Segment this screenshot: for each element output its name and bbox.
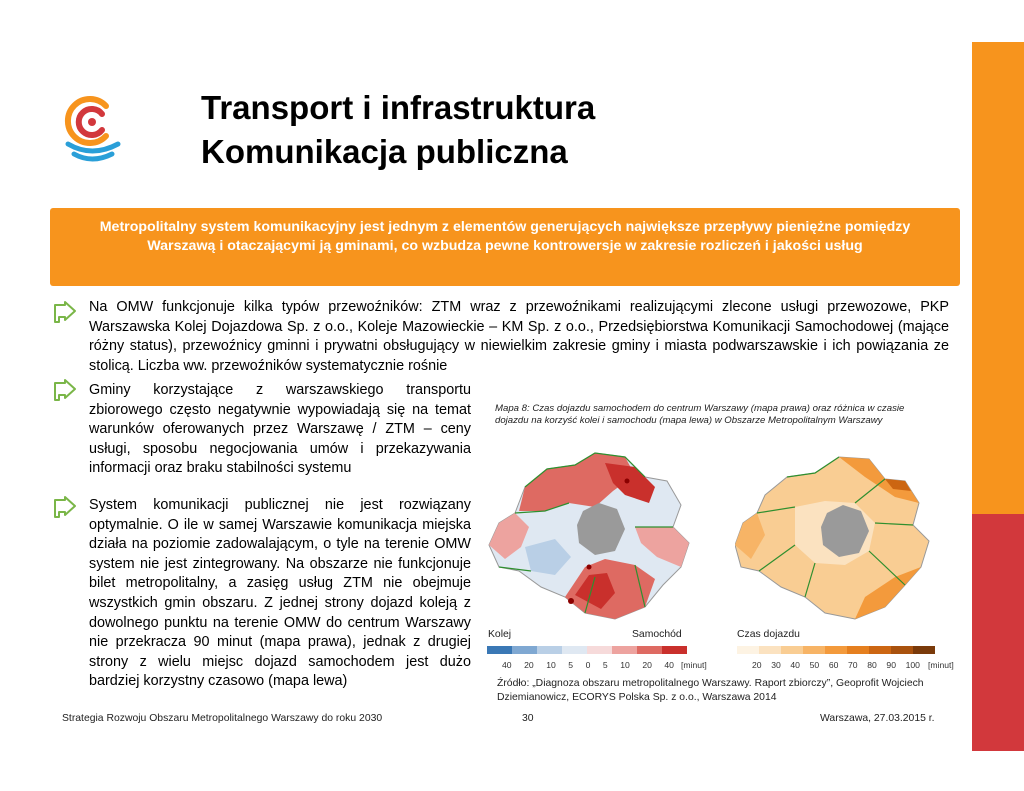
legend-tick: 90 <box>886 660 896 670</box>
legend-swatch <box>512 646 537 654</box>
legend-swatch <box>891 646 913 654</box>
legend-left-ticks <box>502 660 674 670</box>
legend-swatch <box>847 646 869 654</box>
map-right-travel-time <box>735 447 935 625</box>
side-bar-orange <box>972 42 1024 514</box>
legend-tick: 10 <box>620 660 630 670</box>
legend-tick: 50 <box>809 660 820 670</box>
bullet-text-system: System komunikacji publicznej nie jest rozwiązany optymalnie. O ile w samej Warszawie komunikacja miejska działa na poziomie zadowalającym, o tyle na terenie OMW system nie jest zintegrowany. Na obszarze nie funkcjonuje bilet metropolitalny, a zasięg usług ZTM nie obejmuje wszystkich gmin obszaru. Z jednej strony dojazd koleją z dowolnego punktu na terenie OMW do centrum Warszawy nie przekracza 90 minut (mapa prawa), jednak z drugiej strony z wielu miejsc dojazd samochodem jest dużo bardziej korzystny czasowo (mapa lewa) <box>89 497 471 690</box>
bullet-arrow-icon <box>52 496 78 520</box>
legend-tick: 70 <box>848 660 858 670</box>
legend-swatch <box>869 646 891 654</box>
legend-swatch <box>759 646 781 654</box>
map-caption: Mapa 8: Czas dojazdu samochodem do centrum Warszawy (mapa prawa) oraz różnica w czasie dojazdu na korzyść kolei i samochodu (mapa lewa) w Obszarze Metropolitalnym Warszawy <box>495 403 905 427</box>
bullet-text-carriers: Na OMW funkcjonuje kilka typów przewoźników: ZTM wraz z przewoźnikami realizującymi zlecone usługi przewozowe, PKP Warszawska Kolej Dojazdowa Sp. z o.o., Koleje Mazowieckie – KM Sp. z o.o., Przedsiębiorstwa Komunikacji Samochodowej (mające różny status), przewoźnicy gminni i prywatni obsługujący w niewielkim zakresie gminy i miasta podwarszawskie i ich powiązania ze stolicą. Liczba ww. przewoźników systematycznie rośnie <box>89 299 949 374</box>
footer-page-number: 30 <box>522 713 534 724</box>
legend-swatch <box>913 646 935 654</box>
legend-left-label-car: Samochód <box>632 629 682 640</box>
page-title <box>201 86 595 174</box>
legend-tick: 30 <box>771 660 781 670</box>
legend-swatch <box>803 646 825 654</box>
legend-swatch <box>587 646 612 654</box>
legend-swatch <box>781 646 803 654</box>
legend-right-ticks <box>752 660 920 670</box>
bullet-arrow-icon <box>52 379 78 403</box>
legend-left-label-rail: Kolej <box>488 629 512 640</box>
legend-swatch <box>825 646 847 654</box>
legend-tick: 20 <box>752 660 762 670</box>
legend-tick: 0 <box>585 660 591 670</box>
legend-swatch <box>537 646 562 654</box>
legend-swatch <box>662 646 687 654</box>
legend-tick: 5 <box>602 660 608 670</box>
legend-tick: 80 <box>867 660 877 670</box>
legend-left-colorbar <box>487 646 687 654</box>
title-line-2: Komunikacja publiczna <box>201 133 568 170</box>
footer-document-title: Strategia Rozwoju Obszaru Metropolitalnego Warszawy do roku 2030 <box>62 713 383 724</box>
legend-tick: 20 <box>524 660 534 670</box>
map-left-difference <box>485 447 717 625</box>
legend-swatch <box>737 646 759 654</box>
legend-right-unit: [minut] <box>928 660 954 670</box>
legend-right-colorbar <box>737 646 935 654</box>
map-source: Źródło: „Diagnoza obszaru metropolitalnego Warszawy. Raport zbiorczy”, Geoprofit Wojciech Dziemianowicz, ECORYS Polska Sp. z o.o., Warszawa 2014 <box>497 678 924 703</box>
legend-tick: 40 <box>502 660 512 670</box>
legend-tick: 100 <box>905 660 920 670</box>
legend-left-unit: [minut] <box>681 660 707 670</box>
bullet-arrow-icon <box>52 301 78 325</box>
bullet-text-municipalities: Gminy korzystające z warszawskiego transportu zbiorowego często negatywnie wypowiadają się na temat warunków oferowanych przez Warszawę / ZTM – ceny usługi, sposobu negocjowania umów i przekazywania informacji oraz braku stabilności systemu <box>89 382 471 477</box>
title-line-1: Transport i infrastruktura <box>201 89 596 126</box>
legend-tick: 40 <box>790 660 800 670</box>
legend-swatch <box>637 646 662 654</box>
legend-right-label: Czas dojazdu <box>737 629 800 640</box>
legend-tick: 20 <box>642 660 652 670</box>
legend-swatch <box>562 646 587 654</box>
side-bar-red <box>972 514 1024 751</box>
legend-tick: 60 <box>828 660 839 670</box>
footer-date: Warszawa, 27.03.2015 r. <box>820 713 935 724</box>
legend-tick: 40 <box>664 660 674 670</box>
highlight-banner: Metropolitalny system komunikacyjny jest jednym z elementów generujących największe przepływy pieniężne pomiędzy Warszawą i otaczającymi ją gminami, co wzbudza pewne kontrowersje w zakresie rozliczeń i jakości usług <box>50 208 960 286</box>
legend-swatch <box>612 646 637 654</box>
legend-tick: 5 <box>568 660 574 670</box>
legend-tick: 10 <box>546 660 556 670</box>
logo-icon <box>62 92 124 164</box>
legend-swatch <box>487 646 512 654</box>
